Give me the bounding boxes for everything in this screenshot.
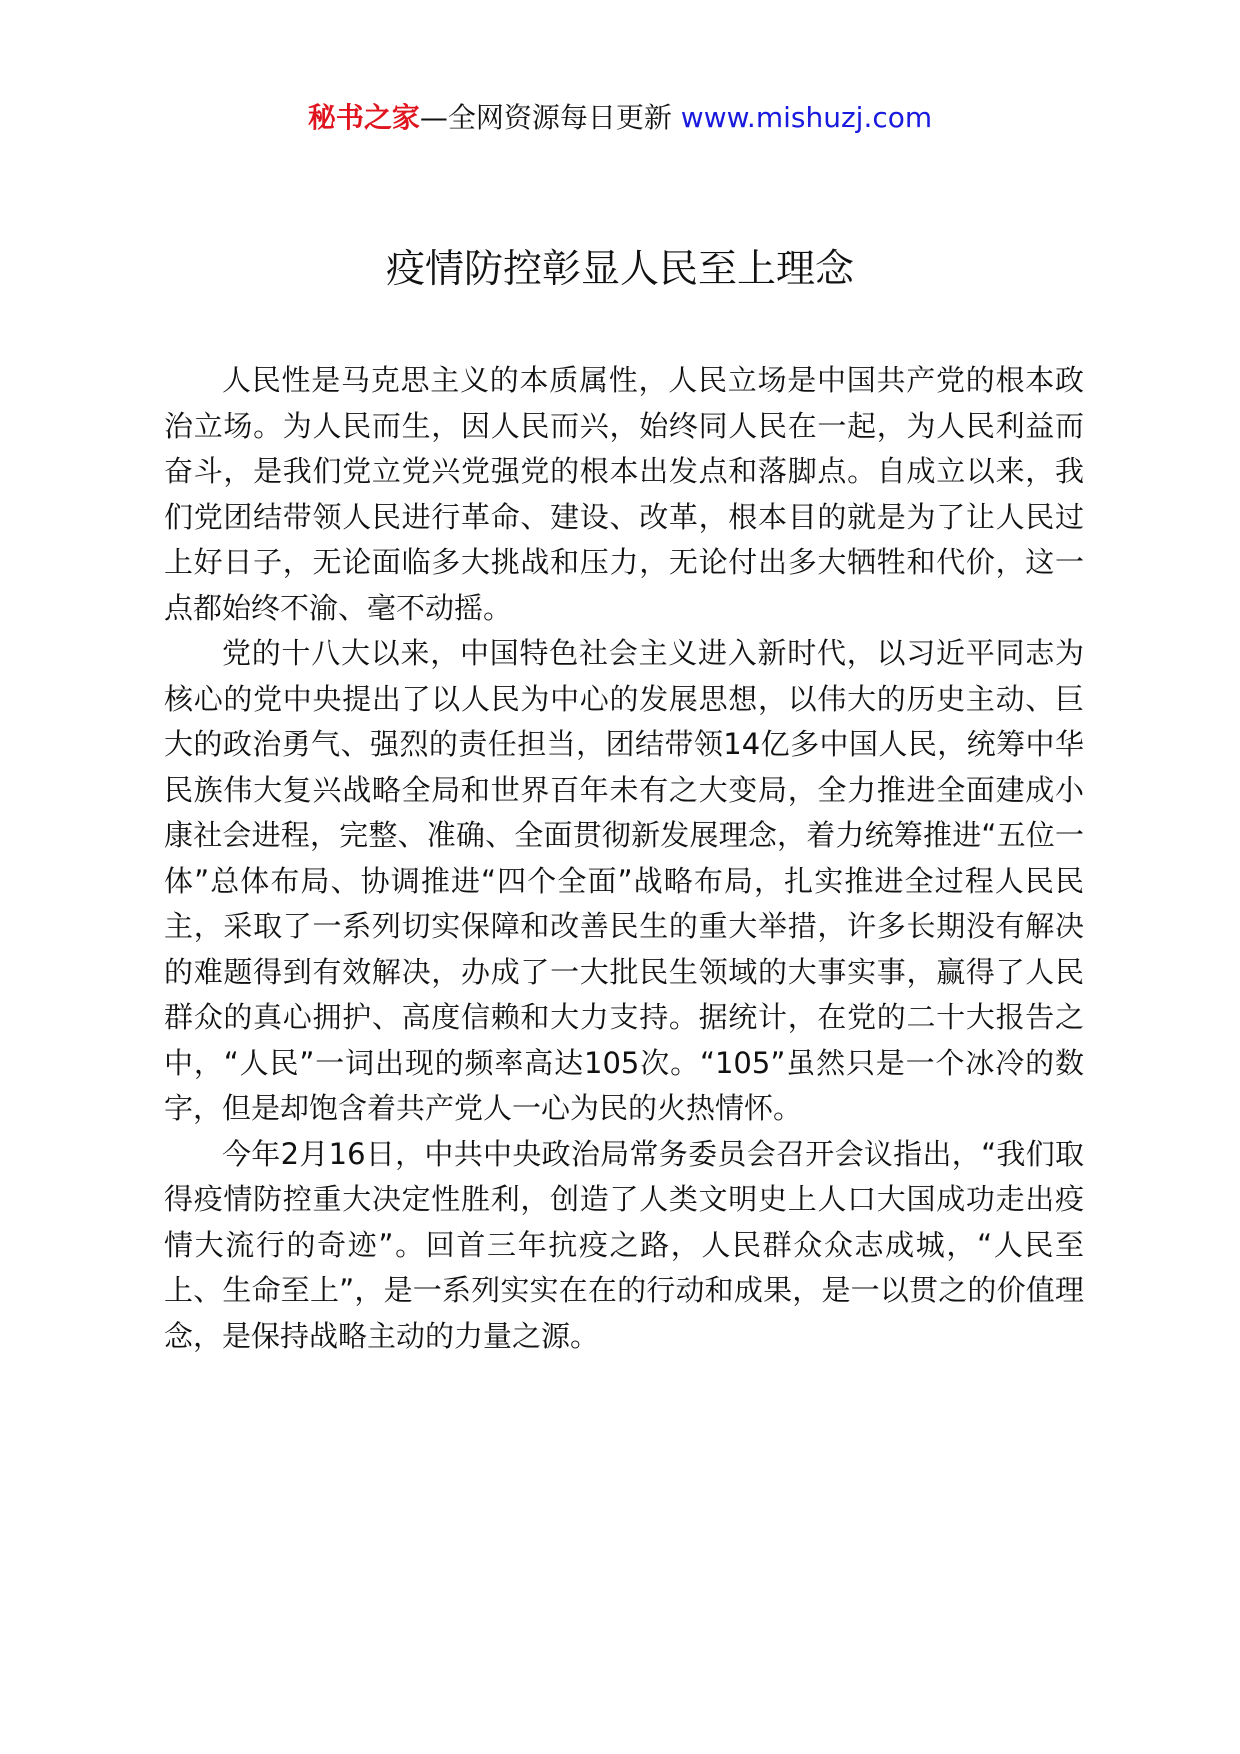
document-body [164,358,1084,1359]
site-url-link[interactable]: www.mishuzj.com [680,101,933,134]
document-title: 疫情防控彰显人民至上理念 [385,247,854,292]
paragraph-3: 今年2月16日，中共中央政治局常务委员会召开会议指出，“我们取得疫情防控重大决定性胜利，创造了人类文明史上人口大国成功走出疫情大流行的奇迹”。回首三年抗疫之路，人民群众众志成城，“人民至上、生命至上”，是一系列实实在在的行动和成果，是一以贯之的价值理念，是保持战略主动的力量之源。 [164,1136,1084,1353]
paragraph-2: 党的十八大以来，中国特色社会主义进入新时代，以习近平同志为核心的党中央提出了以人民为中心的发展思想，以伟大的历史主动、巨大的政治勇气、强烈的责任担当，团结带领14亿多中国人民，统筹中华民族伟大复兴战略全局和世界百年未有之大变局，全力推进全面建成小康社会进程，完整、准确、全面贯彻新发展理念，着力统筹推进“五位一体”总体布局、协调推进“四个全面”战略布局，扎实推进全过程人民民主，采取了一系列切实保障和改善民生的重大举措，许多长期没有解决的难题得到有效解决，办成了一大批民生领域的大事实事，赢得了人民群众的真心拥护、高度信赖和大力支持。据统计，在党的二十大报告之中，“人民”一词出现的频率高达105次。“105”虽然只是一个冰冷的数字，但是却饱含着共产党人一心为民的火热情怀。 [164,636,1084,1125]
site-brand: 秘书之家 [307,101,420,134]
site-header [0,98,1240,138]
paragraph-1: 人民性是马克思主义的本质属性，人民立场是中国共产党的根本政治立场。为人民而生，因人民而兴，始终同人民在一起，为人民利益而奋斗，是我们党立党兴党强党的根本出发点和落脚点。自成立以来，我们党团结带领人民进行革命、建设、改革，根本目的就是为了让人民过上好日子，无论面临多大挑战和压力，无论付出多大牺牲和代价，这一点都始终不渝、毫不动摇。 [164,363,1084,625]
site-tagline: —全网资源每日更新 [419,101,672,134]
